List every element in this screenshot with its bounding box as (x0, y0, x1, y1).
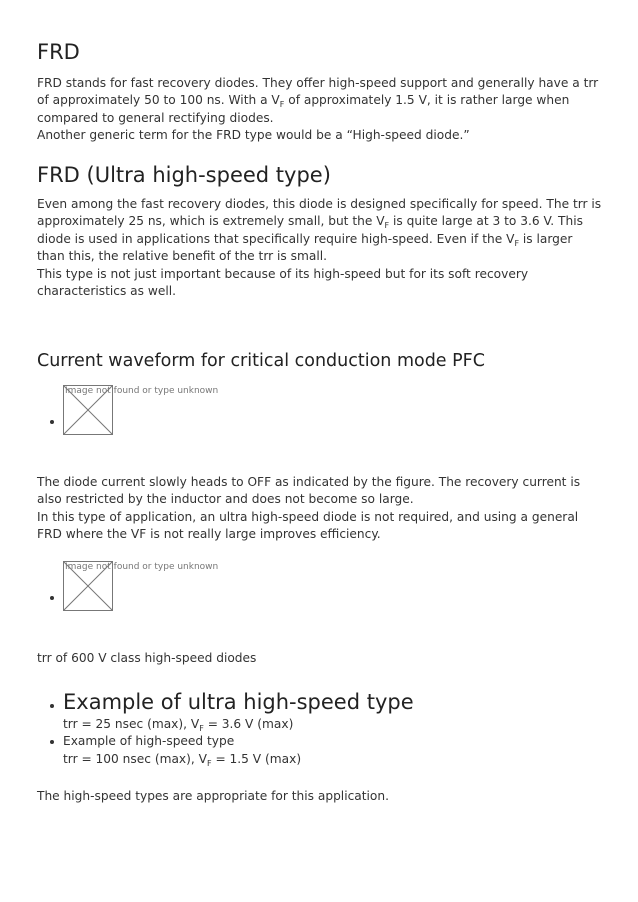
image-alt-text: Image not found or type unknown (65, 386, 219, 396)
ultra-text-2: is quite large at 3 to 3.6 V. This diode is used in applications that specifically require high-speed. Even if the V (37, 214, 583, 246)
frd-text-3: Another generic term for the FRD type would be a “High-speed diode.” (37, 128, 470, 143)
ultra-text-1: Even among the fast recovery diodes, this diode is designed specifically for speed. The trr is approximately 25 ns, which is extremely small, but the V (37, 197, 602, 229)
vf-subscript: F (279, 100, 285, 110)
trr-caption: trr of 600 V class high-speed diodes (37, 651, 257, 665)
frd-description (37, 75, 602, 145)
spec-text: trr = 100 nsec (max), V (63, 751, 207, 766)
heading-waveform: Current waveform for critical conduction mode PFC (37, 351, 485, 371)
frd-text-1: FRD stands for fast recovery diodes. They offer high-speed support and generally have a trr of approximately 50 to 100 ns. With a V (37, 76, 599, 108)
waveform-text-2: In this type of application, an ultra high-speed diode is not required, and using a general FRD where the VF is not really large improves efficiency. (37, 509, 579, 542)
spec-text: = 3.6 V (max) (203, 717, 294, 731)
list-item-title: Example of high-speed type (63, 734, 235, 749)
bullet-icon (50, 740, 54, 744)
image-list-item (37, 560, 337, 612)
bullet-icon (50, 596, 54, 600)
image-alt-text: Image not found or type unknown (65, 562, 219, 572)
spec-text: = 1.5 V (max) (211, 751, 302, 766)
bullet-icon (50, 420, 54, 424)
bullet-icon (50, 704, 54, 708)
spec-text: trr = 25 nsec (max), V (63, 717, 200, 731)
ultra-text-3: is larger than this, the relative benefit of the trr is small. (37, 231, 573, 264)
frd-text-2: of approximately 1.5 V, it is rather large when compared to general rectifying diodes. (37, 93, 570, 125)
heading-ultra-high-speed: FRD (Ultra high-speed type) (37, 163, 331, 187)
closing-text: The high-speed types are appropriate for this application. (37, 789, 389, 803)
ultra-text-4: This type is not just important because of its high-speed but for its soft recovery characteristics as well. (37, 266, 529, 299)
waveform-description (37, 474, 602, 544)
list-item-spec (63, 751, 602, 768)
vf-subscript: F (514, 238, 520, 248)
list-item-title: Example of ultra high-speed type (63, 690, 414, 714)
ultra-description (37, 196, 602, 300)
heading-frd: FRD (37, 40, 80, 64)
diode-example-list (37, 688, 602, 768)
vf-subscript: F (384, 221, 390, 231)
list-item-spec (63, 716, 602, 733)
list-item (37, 733, 602, 768)
list-item (37, 688, 602, 733)
vf-subscript: F (206, 758, 212, 768)
vf-subscript: F (199, 724, 204, 733)
image-list-item (37, 384, 337, 436)
waveform-text-1: The diode current slowly heads to OFF as indicated by the figure. The recovery current is also restricted by the inductor and does not become so large. (37, 475, 581, 507)
